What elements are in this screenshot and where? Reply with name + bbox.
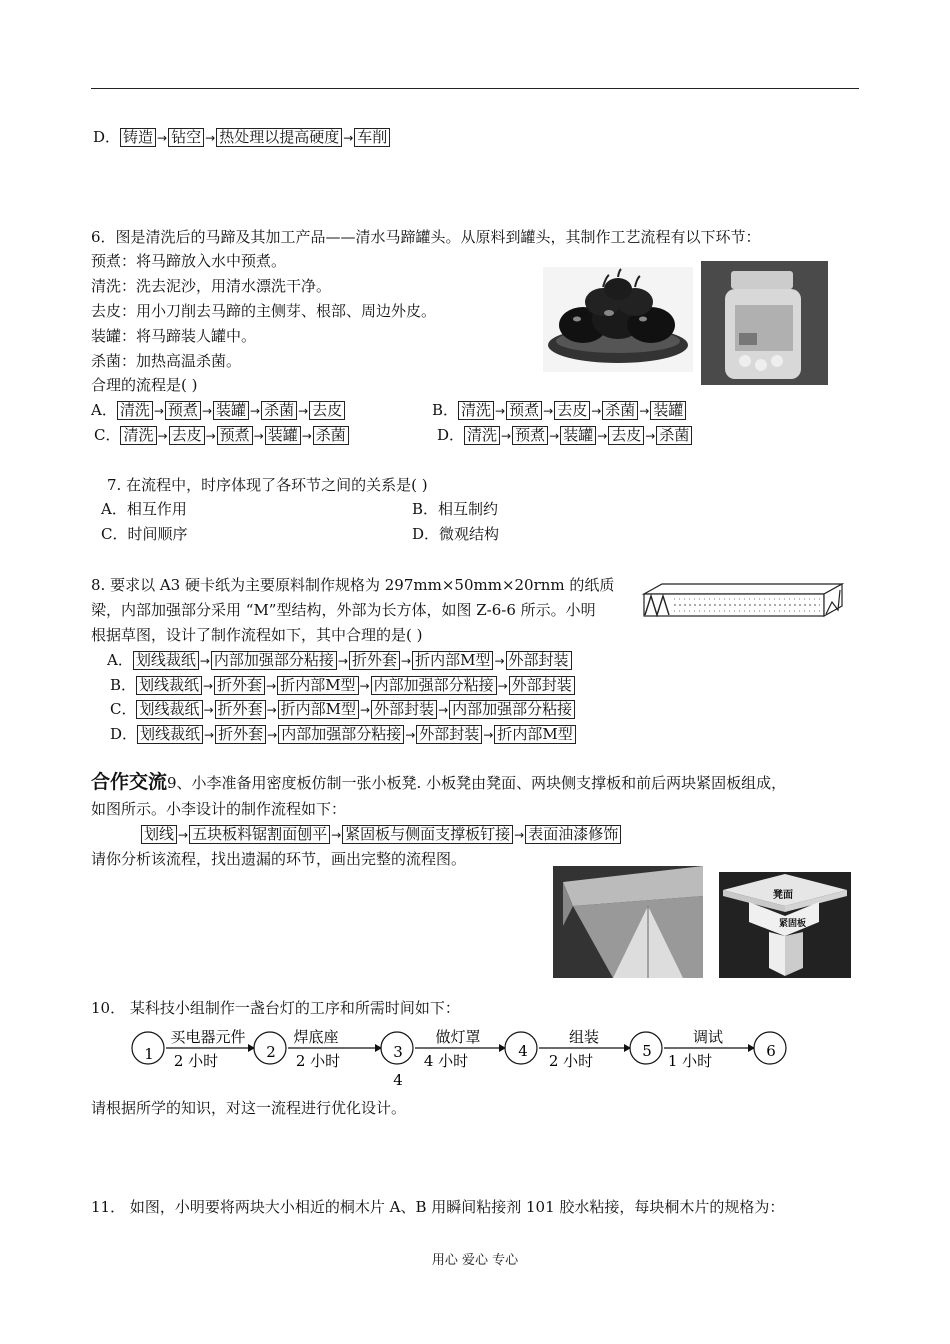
flow-extra-label: 4 (393, 1071, 403, 1089)
q6-line: 杀菌：加热高温杀菌。 (91, 352, 242, 370)
q8-option-a: A． 划线裁纸 → 内部加强部分粘接 → 折外套 → 折内部M型 → 外部封装 (107, 649, 572, 672)
q7-option-b: B．相互制约 (412, 500, 499, 518)
q8-line: 8. 要求以 A3 硬卡纸为主要原料制作规格为 297mm×50mm×20rnm 的纸质 (91, 576, 615, 594)
flow-time-label: 2 小时 (173, 1052, 219, 1070)
arrow-icon: → (205, 131, 216, 145)
q6-line: 清洗：洗去泥沙，用清水漂洗干净。 (91, 277, 332, 295)
flow-step: 钻空 (168, 128, 204, 147)
flow-step: 车削 (354, 128, 390, 147)
water-chestnut-photo (543, 267, 693, 372)
q6-option-c: C． 清洗 → 去皮 → 预煮 → 装罐 → 杀菌 (94, 424, 349, 447)
q7-stem: 7. 在流程中，时序体现了各环节之间的关系是( ) (107, 476, 428, 494)
flow-step: 热处理以提高硬度 (216, 128, 342, 147)
flow-time-label: 2 小时 (295, 1052, 341, 1070)
flow-step: 铸造 (120, 128, 156, 147)
page-footer: 用心 爱心 专心 (431, 1253, 519, 1268)
q8-option-d: D． 划线裁纸 → 折外套 → 内部加强部分粘接 → 外部封装 → 折内部M型 (110, 723, 576, 746)
stool-brace-label: 紧固板 (779, 919, 807, 929)
q6-line: 去皮：用小刀削去马蹄的主侧芽、根部、周边外皮。 (91, 302, 437, 320)
q8-line: 根据草图，设计了制作流程如下，其中合理的是( ) (91, 626, 423, 644)
q7-option-c: C．时间顺序 (101, 525, 188, 543)
q9-stem-line: 合作交流9、小李准备用密度板仿制一张小板凳. 小板凳由凳面、两块侧支撑板和前后两块紧固板组成， (91, 771, 787, 793)
q9-ask: 请你分析该流程，找出遗漏的环节，画出完整的流程图。 (91, 850, 467, 868)
flow-time-label: 4 小时 (423, 1052, 469, 1070)
q10-ask: 请根据所学的知识，对这一流程进行优化设计。 (91, 1099, 407, 1117)
q8-option-c: C． 划线裁纸 → 折外套 → 折内部M型 → 外部封装 → 内部加强部分粘接 (110, 698, 575, 721)
q6-option-b: B． 清洗 → 预煮 → 去皮 → 杀菌 → 装罐 (432, 399, 686, 422)
arrow-icon: → (157, 131, 168, 145)
stool-seat-label: 凳面 (773, 890, 793, 901)
q6-line: 合理的流程是( ) (91, 376, 198, 394)
flow-node-number: 2 (266, 1043, 276, 1061)
flow-node-number: 5 (642, 1042, 652, 1060)
q6-stem: 6．图是清洗后的马蹄及其加工产品——清水马蹄罐头。从原料到罐头，其制作工艺流程有以下环节： (91, 228, 761, 246)
flow-node-number: 1 (144, 1045, 154, 1063)
q7-option-a: A．相互作用 (101, 500, 187, 518)
q6-line: 装罐：将马蹄装人罐中。 (91, 327, 257, 345)
top-rule (91, 88, 859, 89)
flow-time-label: 2 小时 (548, 1052, 594, 1070)
q9-stem-line2: 如图所示。小李设计的制作流程如下： (91, 800, 347, 818)
paper-beam-sketch (640, 580, 845, 620)
flow-node-number: 4 (518, 1042, 528, 1060)
flow-time-label: 1 小时 (667, 1052, 713, 1070)
q6-line: 预煮：将马蹄放入水中预煮。 (91, 252, 287, 270)
flow-task-label: 焊底座 (293, 1028, 339, 1046)
section-heading: 合作交流 (91, 771, 168, 793)
q8-line: 梁，内部加强部分采用 “M”型结构，外部为长方体，如图 Z-6-6 所示。小明 (91, 601, 596, 619)
stool-photo-side (553, 866, 703, 978)
flow-node-number: 3 (393, 1043, 403, 1061)
canned-product-photo (701, 261, 828, 385)
q5-option-d: D． 铸造 → 钻空 → 热处理以提高硬度 → 车削 (93, 126, 390, 149)
q6-option-d: D． 清洗 → 预煮 → 装罐 → 去皮 → 杀菌 (437, 424, 692, 447)
stool-photo-front (719, 872, 851, 978)
arrow-icon: → (343, 131, 354, 145)
q7-option-d: D．微观结构 (412, 525, 500, 543)
flow-node-number: 6 (766, 1042, 776, 1060)
q6-option-a: A． 清洗 → 预煮 → 装罐 → 杀菌 → 去皮 (91, 399, 345, 422)
q11-stem: 11． 如图，小明要将两块大小相近的桐木片 A、B 用瞬间粘接剂 101 胶水粘接，每块桐木片的规格为： (91, 1198, 785, 1216)
flow-task-label: 组装 (568, 1028, 600, 1046)
flow-task-label: 买电器元件 (170, 1028, 246, 1046)
flow-task-label: 调试 (692, 1028, 724, 1046)
flow-task-label: 做灯罩 (435, 1028, 481, 1046)
q10-process-diagram (128, 1024, 788, 1090)
q10-stem: 10． 某科技小组制作一盏台灯的工序和所需时间如下： (91, 999, 460, 1017)
q9-flow: 划线 → 五块板料锯割面刨平 → 紧固板与侧面支撑板钉接 → 表面油漆修饰 (141, 823, 621, 846)
q8-option-b: B． 划线裁纸 → 折外套 → 折内部M型 → 内部加强部分粘接 → 外部封装 (110, 674, 575, 697)
